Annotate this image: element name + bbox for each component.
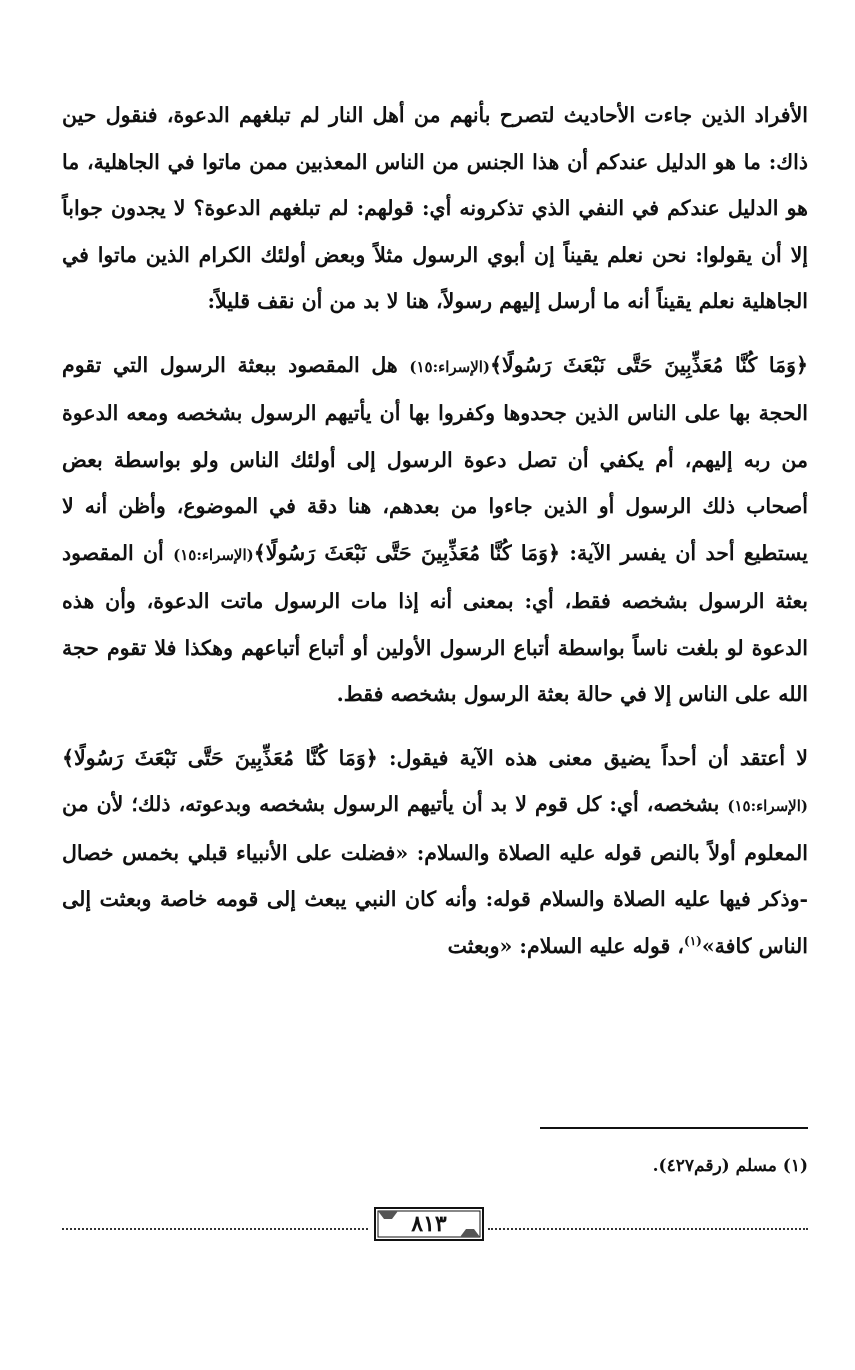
footnote: (١) مسلم (رقم٤٢٧). <box>652 1156 808 1176</box>
footnote-marker: (١) <box>684 933 702 948</box>
page-number-frame <box>374 1205 484 1243</box>
paragraph-text: الأفراد الذين جاءت الأحاديث لتصرح بأنهم من أهل النار لم تبلغهم الدعوة، فنقول حين ذاك: ما هو الدليل عندكم أن هذا الجنس من الناس المعذبين ممن ماتوا في الجاهلية، ما هو الدليل عندكم في النفي الذي تذكرونه أي: قولهم: لم تبلغهم الدعوة؟ لا يجدون جواباً إلا أن يقولوا: نحن نعلم يقيناً إن أبوي الرسول مثلاً وبعض أولئك الكرام الذين ماتوا في الجاهلية نعلم يقيناً أنه ما أرسل إليهم رسولاً، هنا لا بد من أن نقف قليلاً: <box>62 103 808 313</box>
footer-dotted-line <box>62 1228 368 1230</box>
paragraph-text: بشخصه، أي: كل قوم لا بد أن يأتيهم الرسول بشخصه وبدعوته، ذلك؛ لأن من المعلوم أولاً بالنص قوله عليه الصلاة والسلام: «فضلت على الأنبياء قبلي بخمس خصال -وذكر فيها عليه الصلاة والسلام قوله: وأنه كان النبي يبعث إلى قومه خاصة وبعثت إلى الناس كافة» <box>62 792 808 958</box>
footer-dotted-line <box>488 1228 808 1230</box>
verse-reference: (الإسراء:١٥) <box>173 545 254 564</box>
paragraph <box>62 735 808 970</box>
paragraph-text: لا أعتقد أن أحداً يضيق معنى هذه الآية فيقول: <box>377 745 808 770</box>
page-body <box>62 92 808 969</box>
verse-reference: (الإسراء:١٥) <box>727 797 808 815</box>
page-number: ٨١٣ <box>411 1211 447 1237</box>
paragraph <box>62 92 808 325</box>
paragraph <box>62 342 808 718</box>
quran-verse: ﴿وَمَا كُنَّا مُعَذِّبِينَ حَتَّى نَبْعَثَ رَسُولًا﴾ <box>253 540 561 565</box>
paragraph-text: هل المقصود ببعثة الرسول التي تقوم الحجة بها على الناس الذين جحدوها وكفروا بها أن يأتيهم الرسول بشخصه ومعه الدعوة من ربه إليهم، أم يكفي أن تصل دعوة الرسول إلى أولئك الناس ولو بواسطة بعض أصحاب ذلك الرسول أو الذين جاءوا من بعدهم، هنا دقة في الموضوع، وأظن أنه لا يستطيع أحد أن يفسر الآية: <box>62 352 809 565</box>
paragraph-text: ، قوله عليه السلام: «وبعثت <box>447 933 685 958</box>
verse-reference: (الإسراء:١٥) <box>409 357 491 376</box>
paragraph-text: أن المقصود بعثة الرسول بشخصه فقط، أي: بمعنى أنه إذا مات الرسول ماتت الدعوة، وأن هذه الدعوة لو بلغت ناساً بواسطة أتباع الرسول الأولين أو أتباع أتباعهم وهكذا فلا تقوم حجة الله على الناس إلا في حالة بعثة الرسول بشخصه فقط. <box>62 540 808 706</box>
footnote-separator <box>540 1127 808 1129</box>
quran-verse: ﴿وَمَا كُنَّا مُعَذِّبِينَ حَتَّى نَبْعَثَ رَسُولًا﴾ <box>62 745 378 770</box>
quran-verse: ﴿وَمَا كُنَّا مُعَذِّبِينَ حَتَّى نَبْعَثَ رَسُولًا﴾ <box>490 352 808 377</box>
